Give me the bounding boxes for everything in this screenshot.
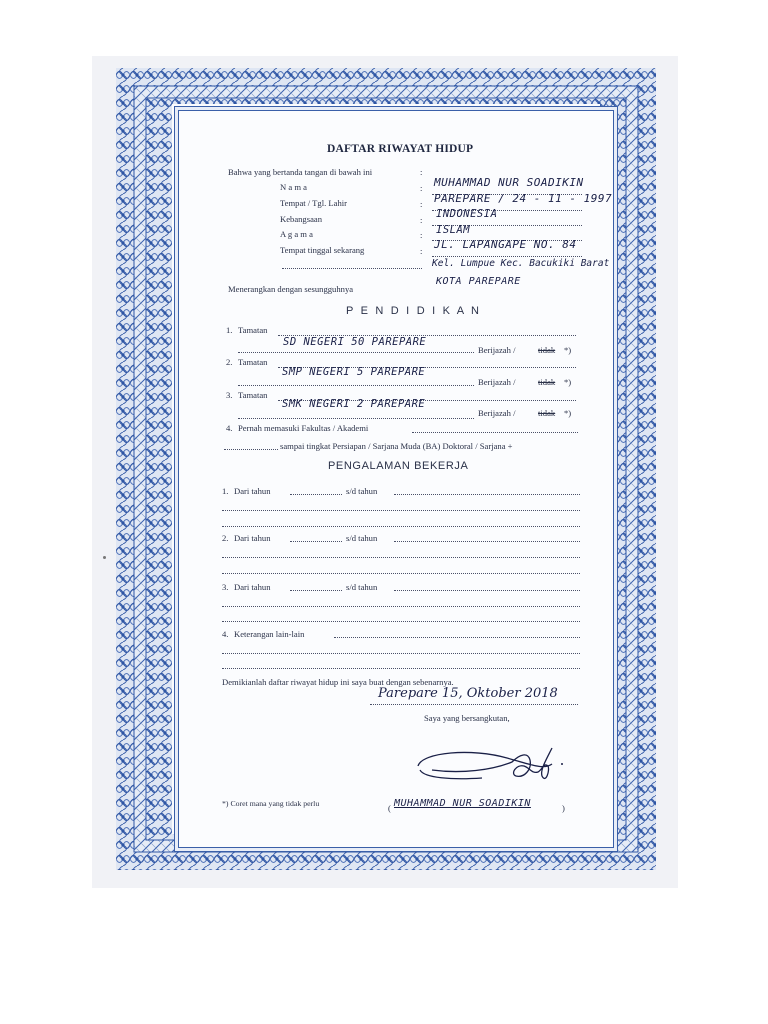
dari-tahun-1: Dari tahun — [234, 486, 271, 496]
dotted-line — [238, 352, 474, 353]
field-label-kebangsaan: Kebangsaan — [280, 214, 322, 224]
dari-tahun-3: Dari tahun — [234, 582, 271, 592]
dotted-line — [290, 494, 342, 495]
field-label-tempat-lahir: Tempat / Tgl. Lahir — [280, 198, 348, 208]
tidak-struck-3: tidak — [538, 408, 556, 418]
dotted-line — [222, 653, 580, 654]
dotted-line — [412, 432, 578, 433]
address-line-3: KOTA PAREPARE — [436, 276, 521, 287]
tamatan-label-1: Tamatan — [238, 325, 268, 335]
field-label-tempat-tinggal: Tempat tinggal sekarang — [280, 245, 365, 255]
dotted-line — [370, 704, 578, 705]
menerangkan-text: Menerangkan dengan sesungguhnya — [228, 284, 354, 294]
address-line-2: Kel. Lumpue Kec. Bacukiki Barat — [432, 258, 610, 269]
pendidikan-num-3: 3. — [226, 390, 233, 400]
tamatan-label-2: Tamatan — [238, 357, 268, 367]
document-title: DAFTAR RIWAYAT HIDUP — [327, 143, 474, 155]
dotted-line — [238, 385, 474, 386]
dotted-line — [222, 557, 580, 558]
tidak-struck-1: tidak — [538, 345, 556, 355]
pendidikan-value-3: SMK NEGERI 2 PAREPARE — [282, 398, 426, 410]
tidak-struck-2: tidak — [538, 377, 556, 387]
signed-name-close-paren: ) — [562, 803, 565, 813]
field-value-nama: MUHAMMAD NUR SOADIKIN — [434, 176, 584, 189]
pengalaman-num-3: 3. — [222, 582, 229, 592]
dotted-line — [394, 590, 580, 591]
colon: : — [420, 199, 423, 209]
pendidikan-heading: P E N D I D I K A N — [346, 305, 482, 317]
signed-name: MUHAMMAD NUR SOADIKIN — [394, 798, 531, 809]
dotted-line — [222, 526, 580, 527]
saya-text: Saya yang bersangkutan, — [424, 713, 510, 723]
dotted-line — [290, 590, 342, 591]
pengalaman-num-1: 1. — [222, 486, 229, 496]
footnote-mark-3: *) — [564, 408, 572, 418]
sd-tahun-3: s/d tahun — [346, 582, 378, 592]
dotted-line — [394, 494, 580, 495]
pendidikan-num-2: 2. — [226, 357, 233, 367]
pendidikan-num-4: 4. — [226, 423, 233, 433]
dotted-line — [334, 637, 580, 638]
pengalaman-num-4: 4. — [222, 629, 229, 639]
field-value-agama: ISLAM — [436, 224, 471, 236]
colon: : — [420, 230, 423, 240]
field-label-agama: A g a m a — [280, 229, 313, 239]
colon: : — [420, 167, 423, 177]
pendidikan-value-1: SD NEGERI 50 PAREPARE — [283, 336, 427, 348]
footnote-mark-2: *) — [564, 377, 572, 387]
keterangan-label: Keterangan lain-lain — [234, 629, 305, 639]
colon: : — [420, 183, 423, 193]
closing-statement: Demikianlah daftar riwayat hidup ini saya buat dengan sebenarnya. — [222, 677, 454, 687]
sd-tahun-1: s/d tahun — [346, 486, 378, 496]
tamatan-label-3: Tamatan — [238, 390, 268, 400]
dotted-line — [394, 541, 580, 542]
dotted-line — [290, 541, 342, 542]
pengalaman-num-2: 2. — [222, 533, 229, 543]
dotted-line — [222, 510, 580, 511]
pengalaman-heading: PENGALAMAN BEKERJA — [328, 460, 469, 472]
berijazah-label-2: Berijazah / — [478, 377, 516, 387]
sd-tahun-2: s/d tahun — [346, 533, 378, 543]
pendidikan-num-1: 1. — [226, 325, 233, 335]
dotted-line — [222, 573, 580, 574]
footnote-mark-1: *) — [564, 345, 572, 355]
berijazah-label-1: Berijazah / — [478, 345, 516, 355]
signed-name-open-paren: ( — [388, 803, 391, 813]
dotted-line — [224, 449, 278, 450]
pendidikan-value-2: SMP NEGERI 5 PAREPARE — [282, 366, 426, 378]
fakultas-text: Pernah memasuki Fakultas / Akademi — [238, 423, 369, 433]
form-area — [178, 110, 614, 848]
footnote-text: *) Coret mana yang tidak perlu — [222, 799, 320, 808]
tingkat-text: sampai tingkat Persiapan / Sarjana Muda (BA) Doktoral / Sarjana + — [280, 441, 513, 451]
colon: : — [420, 215, 423, 225]
field-value-tempat-tinggal: JL. LAPANGAPE NO. 84 — [434, 238, 577, 251]
intro-text: Bahwa yang bertanda tangan di bawah ini — [228, 167, 373, 177]
field-label-nama: N a m a — [280, 182, 307, 192]
place-date: Parepare 15, Oktober 2018 — [378, 686, 558, 701]
dari-tahun-2: Dari tahun — [234, 533, 271, 543]
dotted-line — [222, 621, 580, 622]
dotted-line — [282, 268, 422, 269]
dotted-line — [222, 606, 580, 607]
punch-hole-mark — [103, 556, 106, 559]
field-value-kebangsaan: INDONESIA — [436, 208, 498, 220]
field-value-tempat-lahir: PAREPARE / 24 - 11 - 1997 — [434, 192, 613, 205]
dotted-line — [238, 418, 474, 419]
dotted-line — [432, 256, 582, 257]
berijazah-label-3: Berijazah / — [478, 408, 516, 418]
signature-image — [412, 740, 572, 790]
colon: : — [420, 246, 423, 256]
dotted-line — [222, 668, 580, 669]
